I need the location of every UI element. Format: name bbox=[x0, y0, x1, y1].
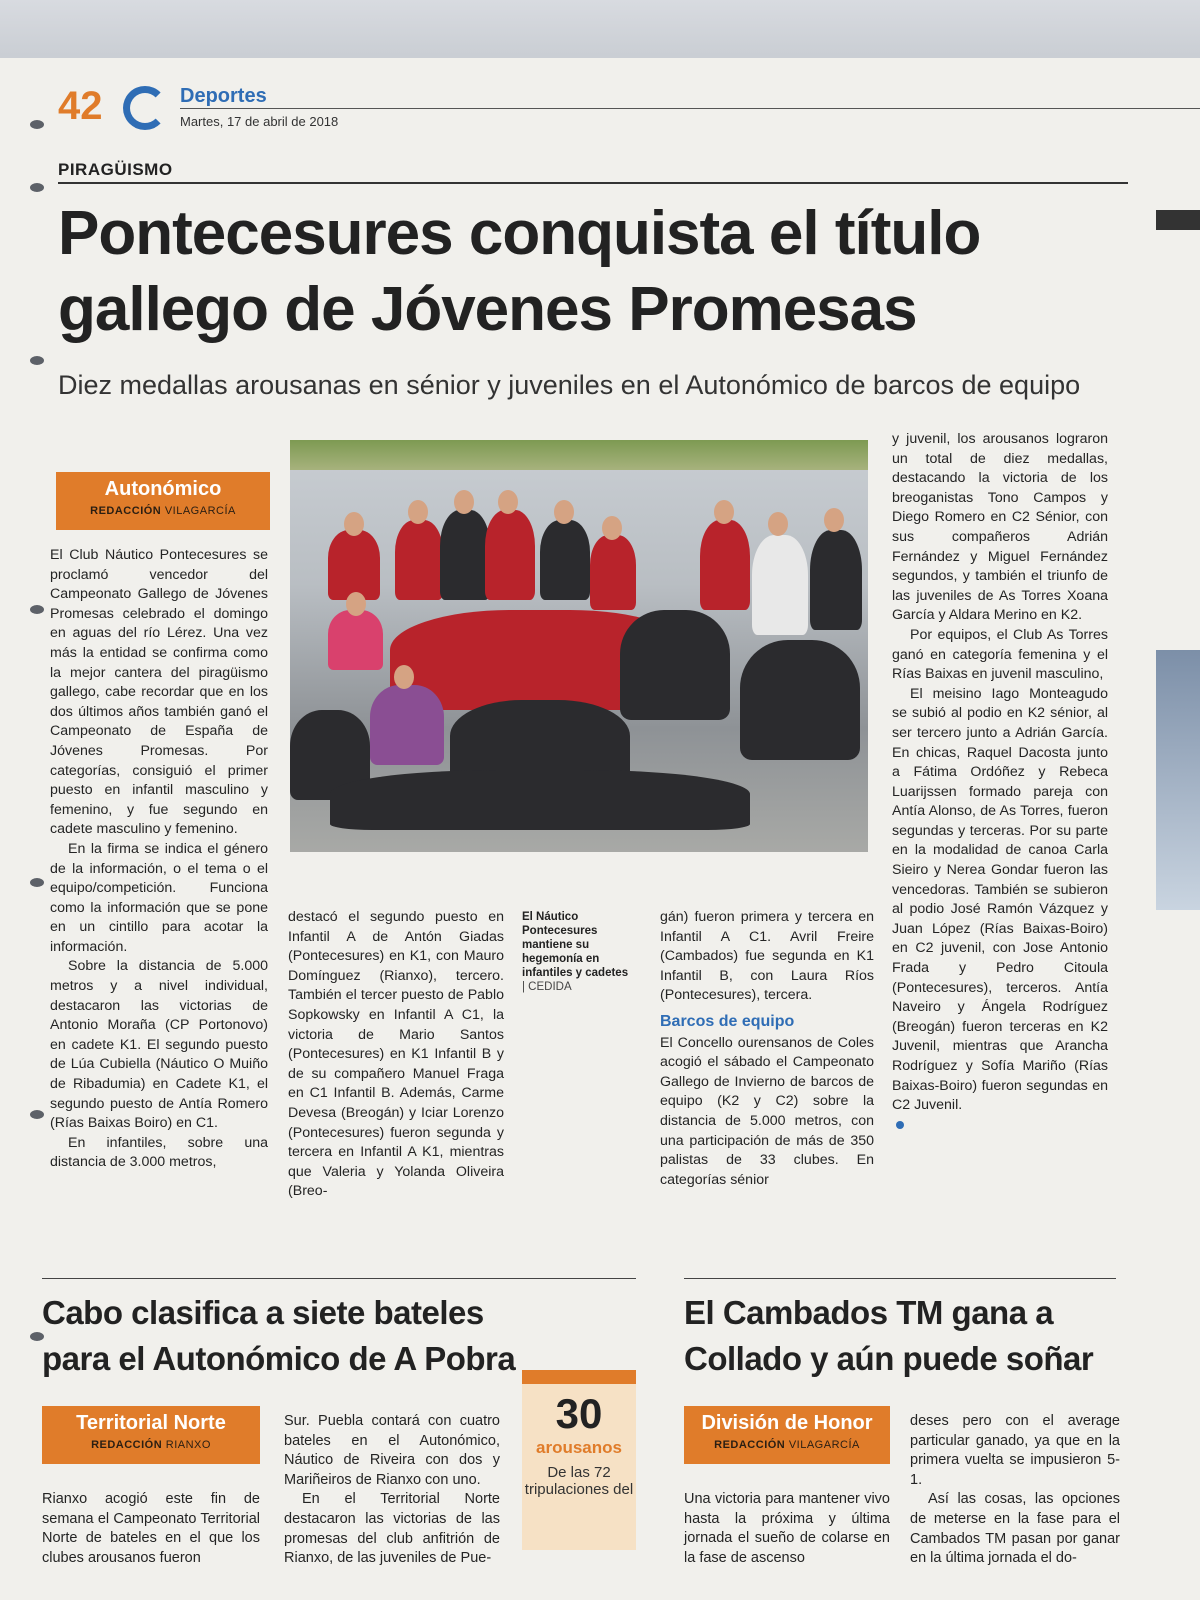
signature-title: Territorial Norte bbox=[76, 1412, 226, 1434]
article-column-4 bbox=[892, 430, 1108, 1135]
subtitle: Barcos de equipo bbox=[660, 1012, 795, 1030]
headline-line: Collado y aún puede soñar bbox=[684, 1340, 1094, 1377]
paragraph: destacó el segundo puesto en Infantil A de Antón Giadas (Pontecesures) en K1, con Mauro Domínguez (Rianxo), tercero. También el tercer puesto de Pablo Sopkowsky en Infantil A C1, la victoria de Mario Santos (Pontecesures) en K1 Infantil B y de su compañero Manuel Fraga en C1 Infantil B. Además, Carme Devesa (Breogán) y Iciar Lorenzo (Pontecesures) fueron segunda y tercera en Infantil A K1, mientras que Valeria y Yolanda Oliveira (Breo- bbox=[288, 909, 504, 1200]
adjacent-page-photo bbox=[1156, 650, 1200, 910]
headline-line: Cabo clasifica a siete bateles bbox=[42, 1294, 484, 1331]
article-column-3 bbox=[660, 908, 874, 1190]
headline-line: para el Autonómico de A Pobra bbox=[42, 1340, 516, 1377]
story-rule bbox=[42, 1278, 636, 1279]
paragraph: Así las cosas, las opciones de meterse en la fase para el Cambados TM pasan por ganar en la última jornada el do- bbox=[910, 1491, 1120, 1567]
binding-hole-icon bbox=[30, 356, 44, 365]
paragraph: deses pero con el average particular ganado, ya que en la primera vuelta se impusieron 5-1. bbox=[910, 1413, 1120, 1488]
paragraph: Sobre la distancia de 5.000 metros y a nivel individual, destacaron las victorias de Antonio Moraña (CP Portonovo) en cadete K1. El segundo puesto de Lúa Cubiella (Náutico O Muiño de Ribadumia) en Cadete K1, el segundo puesto de Antía Romero (Rías Baixas Boiro) en C1. bbox=[50, 958, 268, 1132]
photo-credit: | CEDIDA bbox=[522, 981, 572, 993]
top-background bbox=[0, 0, 1200, 60]
adjacent-page-block bbox=[1156, 210, 1200, 230]
stat-description: De las 72 tripulaciones del bbox=[524, 1464, 634, 1498]
binding-hole-icon bbox=[30, 605, 44, 614]
subheadline: Diez medallas arousanas en sénior y juveniles en el Autonómico de barcos de equipo bbox=[58, 370, 1081, 400]
paragraph: Sur. Puebla contará con cuatro bateles en el Autonómico, Náutico de Riveira con dos y Mariñeiros de Rianxo con uno. bbox=[284, 1413, 500, 1488]
story3-column-2 bbox=[910, 1412, 1120, 1569]
signature-box bbox=[42, 1406, 260, 1464]
kicker: PIRAGÜISMO bbox=[58, 160, 173, 179]
stat-box bbox=[522, 1370, 636, 1550]
paragraph: gán) fueron primera y tercera en Infantil A C1. Avril Freire (Cambados) fue segunda en K1 Infantil B, con Laura Ríos (Pontecesures), tercera. bbox=[660, 909, 874, 1004]
paragraph: En el Territorial Norte destacaron las victorias de las promesas del club anfitrión de Rianxo, de las juveniles de Pue- bbox=[284, 1491, 500, 1567]
signature-box bbox=[56, 472, 270, 530]
story2-headline bbox=[42, 1290, 642, 1382]
story3-column-1 bbox=[684, 1490, 890, 1568]
story2-column-1 bbox=[42, 1490, 260, 1568]
header-rule bbox=[180, 108, 1200, 109]
binding-hole-icon bbox=[30, 1110, 44, 1119]
binding-hole-icon bbox=[30, 878, 44, 887]
article-column-1 bbox=[50, 546, 268, 1173]
signature-box bbox=[684, 1406, 890, 1464]
article-column-2 bbox=[288, 908, 504, 1202]
paragraph: y juvenil, los arousanos lograron un total de diez medallas, destacando la victoria de los breoganistas Tono Campos y Diego Romero en C2 Sénior, con sus compañeros Adrián Fernández y Miguel Fernández segundos, y también el triunfo de las juveniles de As Torres Xoana García y Aldara Merino en K2. bbox=[892, 431, 1108, 624]
kicker-rule bbox=[58, 182, 1128, 184]
story-rule bbox=[684, 1278, 1116, 1279]
newspaper-logo-icon bbox=[123, 86, 167, 130]
binding-hole-icon bbox=[30, 183, 44, 192]
team-photo bbox=[290, 440, 868, 852]
signature-byline: REDACCIÓN VILAGARCÍA bbox=[90, 505, 236, 517]
signature-title: Autonómico bbox=[104, 478, 222, 500]
stat-number: 30 bbox=[555, 1390, 603, 1437]
headline-line: Pontecesures conquista el título bbox=[58, 199, 981, 268]
paragraph: Una victoria para mantener vivo hasta la próxima y última jornada el sueño de colarse en la fase de ascenso bbox=[684, 1491, 890, 1566]
signature-byline: REDACCIÓN VILAGARCÍA bbox=[714, 1439, 860, 1451]
end-mark-icon bbox=[896, 1121, 904, 1129]
paragraph: En la firma se indica el género de la información, o el tema o el equipo/competición. Funciona como la información que se pone en un cintillo para acotar la información. bbox=[50, 840, 268, 955]
story3-headline bbox=[684, 1290, 1154, 1382]
story2-column-2 bbox=[284, 1412, 500, 1569]
caption-text: El Náutico Pontecesures mantiene su hegemonía en infantiles y cadetes bbox=[522, 911, 629, 979]
paragraph: El Concello ourensanos de Coles acogió el sábado el Campeonato Gallego de Invierno de barcos de equipo (K2 y C2) sobre la distancia de 5.000 metros, con una participación de más de 350 palistas de 33 clubes. En categorías sénior bbox=[660, 1034, 874, 1188]
page-number: 42 bbox=[58, 84, 103, 128]
main-headline bbox=[58, 196, 1138, 348]
paragraph: El meisino Iago Monteagudo se subió al podio en K2 sénior, al ser tercero junto a Adrián García. En chicas, Raquel Dacosta junto a Fátima Ordóñez y Rebeca Luarijssen formado pareja con Antía Alonso, de As Torres, fueron segundas y terceras. Por su parte en la modalidad de canoa Carla Sieiro y Nerea Gondar fueron las vencedoras. También se subieron al podio José Ramón Vázquez y Juan López (Rías Baixas-Boiro) en C2 juvenil, con Jose Antonio Frada y Pedro Citoula (Pontecesures), terceros. Antía Naveiro y Ángela Rodríguez (Breogán) fueron terceras en K2 Juvenil, mientras que Arancha Rodríguez y Sofía Mariño (Rías Baixas-Boiro) fueron segundas en C2 Juvenil. bbox=[892, 685, 1108, 1114]
paragraph: En infantiles, sobre una distancia de 3.000 metros, bbox=[50, 1134, 268, 1171]
paragraph: Por equipos, el Club As Torres ganó en categoría femenina y el Rías Baixas en juvenil masculino, bbox=[892, 626, 1108, 683]
photo-caption bbox=[522, 910, 642, 994]
headline-line: gallego de Jóvenes Promesas bbox=[58, 275, 917, 344]
binding-hole-icon bbox=[30, 120, 44, 129]
paragraph: El Club Náutico Pontecesures se proclamó vencedor del Campeonato Gallego de Jóvenes Promesas celebrado el domingo en aguas del río Lérez. Una vez más la entidad se confirma como la mejor cantera del piragüismo gallego, cabe recordar que en los dos últimos años también ganó el Campeonato de España de Jóvenes Promesas. Por categorías, consiguió el primer puesto en infantil masculino y femenino, y fue segundo en cadete masculino y femenino. bbox=[50, 547, 268, 838]
paragraph: Rianxo acogió este fin de semana el Campeonato Territorial Norte de bateles en el que los clubes arousanos fueron bbox=[42, 1491, 260, 1566]
photo-background bbox=[290, 440, 868, 470]
headline-line: El Cambados TM gana a bbox=[684, 1294, 1054, 1331]
signature-byline: REDACCIÓN RIANXO bbox=[91, 1439, 211, 1451]
stat-unit: arousanos bbox=[536, 1438, 622, 1457]
signature-title: División de Honor bbox=[701, 1412, 873, 1434]
section-title: Deportes bbox=[180, 85, 267, 107]
issue-date: Martes, 17 de abril de 2018 bbox=[180, 114, 339, 129]
